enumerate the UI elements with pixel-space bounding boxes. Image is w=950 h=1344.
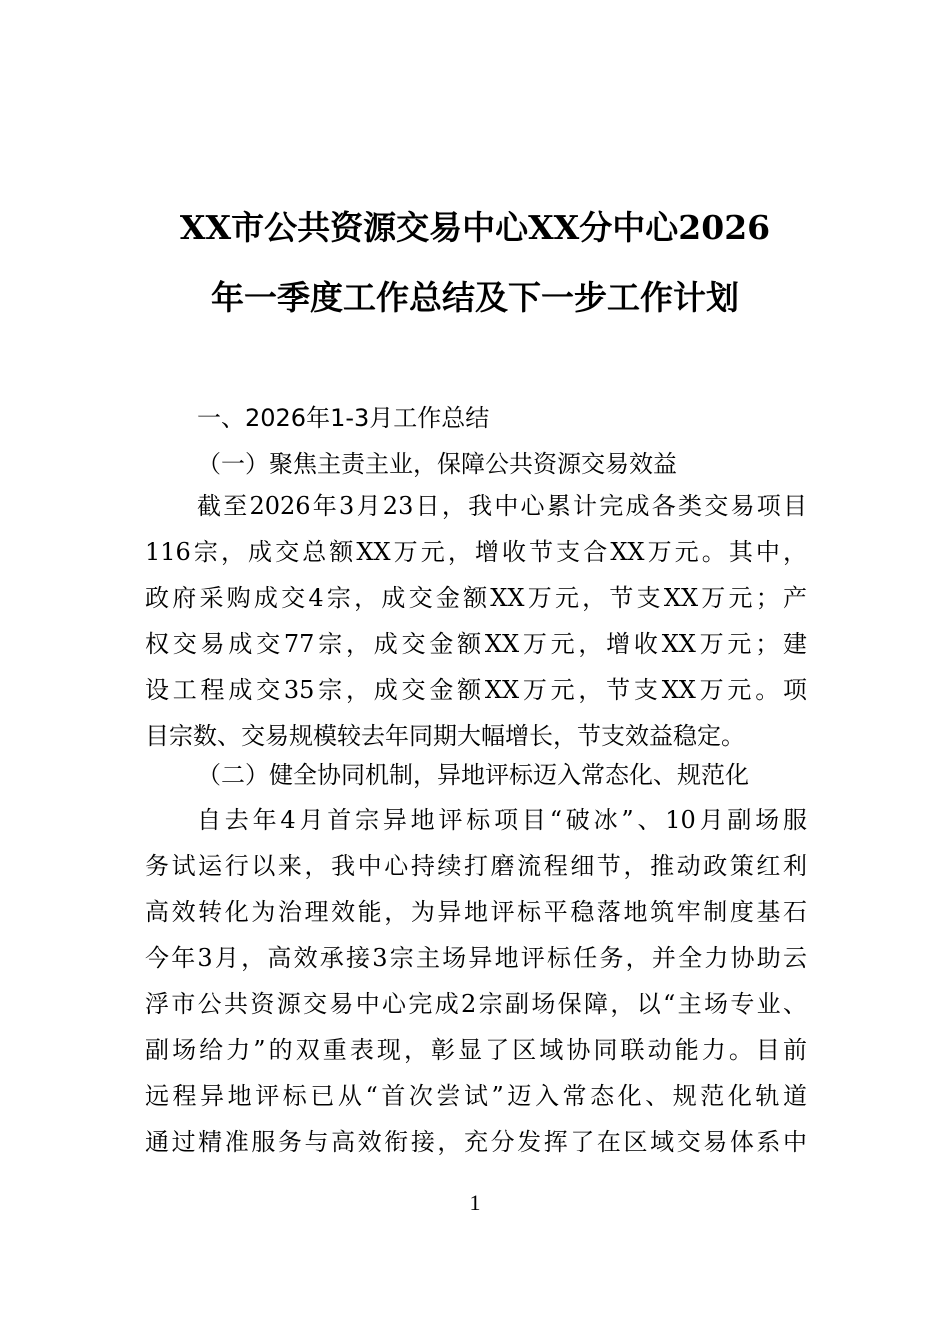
paragraph-2 xyxy=(145,797,807,1165)
paragraph-line: 务试运行以来，我中心持续打磨流程细节，推动政策红利 xyxy=(145,852,807,880)
paragraph-line: 设工程成交35宗，成交金额XX万元，节支XX万元。项 xyxy=(145,676,807,704)
subsection-heading-2: （二）健全协同机制，异地评标迈入常态化、规范化 xyxy=(197,761,749,789)
paragraph-line: 今年3月，高效承接3宗主场异地评标任务，并全力协助云 xyxy=(145,944,807,972)
paragraph-line: 浮市公共资源交易中心完成2宗副场保障，以“主场专业、 xyxy=(145,990,807,1018)
page-number: 1 xyxy=(469,1190,481,1215)
title-line-1: XX市公共资源交易中心XX分中心2026 xyxy=(179,208,771,247)
paragraph-line: 副场给力”的双重表现，彰显了区域协同联动能力。目前 xyxy=(145,1036,807,1064)
paragraph-line: 自去年4月首宗异地评标项目“破冰”、10月副场服 xyxy=(197,806,807,834)
subsection-heading-1: （一）聚焦主责主业，保障公共资源交易效益 xyxy=(197,450,677,478)
paragraph-line: 政府采购成交4宗，成交金额XX万元，节支XX万元；产 xyxy=(145,584,807,612)
paragraph-1 xyxy=(145,483,807,759)
paragraph-line: 截至2026年3月23日，我中心累计完成各类交易项目 xyxy=(197,492,807,520)
paragraph-line: 高效转化为治理效能，为异地评标平稳落地筑牢制度基石 xyxy=(145,898,807,926)
document-title xyxy=(145,193,805,333)
section-heading: 一、2026年1-3月工作总结 xyxy=(197,404,490,432)
title-line-2: 年一季度工作总结及下一步工作计划 xyxy=(211,278,739,317)
paragraph-line: 通过精准服务与高效衔接，充分发挥了在区域交易体系中 xyxy=(145,1128,807,1156)
paragraph-line: 远程异地评标已从“首次尝试”迈入常态化、规范化轨道 xyxy=(145,1082,807,1110)
paragraph-line: 目宗数、交易规模较去年同期大幅增长，节支效益稳定。 xyxy=(145,722,745,750)
paragraph-line: 权交易成交77宗，成交金额XX万元，增收XX万元；建 xyxy=(145,630,807,658)
paragraph-line: 116宗，成交总额XX万元，增收节支合XX万元。其中， xyxy=(145,538,807,566)
